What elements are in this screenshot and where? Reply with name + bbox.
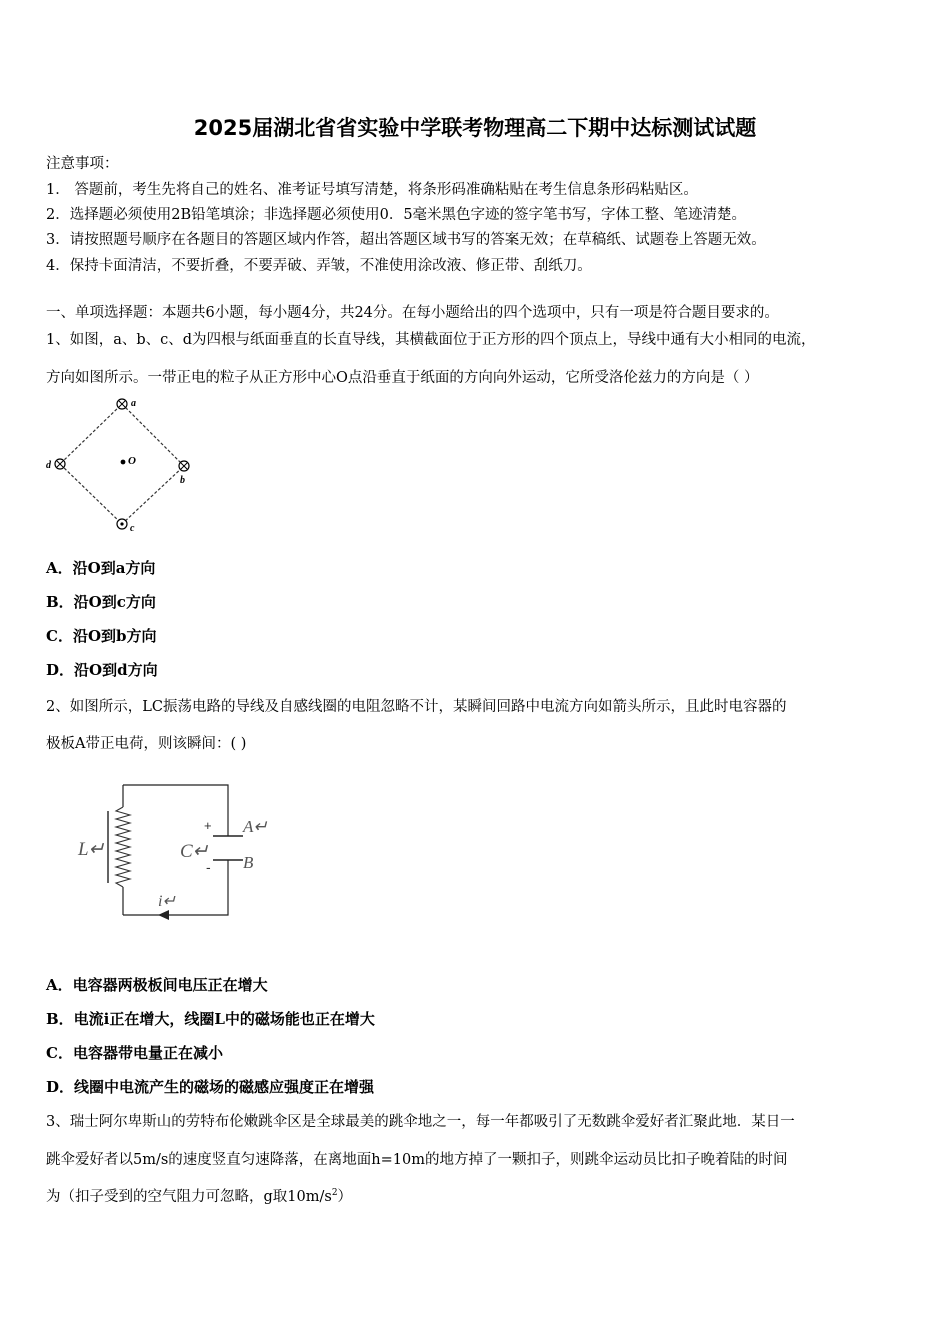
question-3-line: 跳伞爱好者以5m/s的速度竖直匀速降落，在离地面h=10m的地方掉了一颗扣子，则跳伞运动员比扣子晚着陆的时间 (46, 1152, 788, 1168)
label-c: C↵ (180, 841, 209, 862)
minus-sign: - (206, 859, 211, 875)
notice-item: 1． 答题前，考生先将自己的姓名、准考证号填写清楚，将条形码准确粘贴在考生信息条形码粘贴区。 (46, 182, 698, 198)
option-b[interactable]: B．沿O到c方向 (46, 593, 156, 611)
question-3-text: 为（扣子受到的空气阻力可忽略，g取10m/s (46, 1189, 332, 1205)
question-2-line: 2、如图所示，LC振荡电路的导线及自感线圈的电阻忽略不计，某瞬间回路中电流方向如箭头所示，且此时电容器的 (46, 699, 787, 715)
notice-item: 2．选择题必须使用2B铅笔填涂；非选择题必须使用0．5毫米黑色字迹的签字笔书写，字体工整、笔迹清楚。 (46, 207, 747, 223)
option-a[interactable]: A．电容器两极板间电压正在增大 (46, 976, 268, 994)
question-2-line: 极板A带正电荷，则该瞬间：( ) (46, 736, 247, 752)
lc-circuit-figure (70, 775, 280, 925)
center-point-icon (121, 460, 126, 465)
current-arrow-icon (158, 910, 169, 920)
label-c: c (130, 523, 135, 534)
inductor-coil-icon (116, 807, 130, 887)
label-b: b (180, 475, 185, 486)
notice-heading: 注意事项： (46, 156, 119, 172)
option-c[interactable]: C．沿O到b方向 (46, 627, 157, 645)
wire-d-icon (55, 459, 65, 469)
label-a: a (131, 398, 136, 409)
question-1-line: 方向如图所示。一带正电的粒子从正方形中心O点沿垂直于纸面的方向向外运动，它所受洛伦兹力的方向是（ ） (46, 370, 759, 386)
option-c[interactable]: C．电容器带电量正在减小 (46, 1044, 223, 1062)
plus-sign: + (204, 818, 212, 833)
label-i: i↵ (158, 893, 176, 910)
option-d[interactable]: D．沿O到d方向 (46, 661, 158, 679)
superscript: 2 (331, 1188, 338, 1199)
option-a[interactable]: A．沿O到a方向 (46, 559, 156, 577)
label-d: d (46, 460, 51, 471)
question-1-line: 1、如图，a、b、c、d为四根与纸面垂直的长直导线，其横截面位于正方形的四个顶点上，导线中通有大小相同的电流， (46, 332, 816, 348)
page-title: 2025届湖北省省实验中学联考物理高二下期中达标测试试题 (193, 116, 757, 140)
option-d[interactable]: D．线圈中电流产生的磁场的磁感应强度正在增强 (46, 1078, 375, 1096)
wire-a-icon (117, 399, 127, 409)
option-b[interactable]: B．电流i正在增大，线圈L中的磁场能也正在增大 (46, 1010, 375, 1028)
label-l: L↵ (78, 839, 105, 860)
notice-item: 3．请按照题号顺序在各题目的答题区域内作答，超出答题区域书写的答案无效；在草稿纸、试题卷上答题无效。 (46, 232, 766, 248)
label-a: A↵ (243, 817, 268, 836)
section-heading: 一、单项选择题：本题共6小题，每小题4分，共24分。在每小题给出的四个选项中，只有一项是符合题目要求的。 (46, 305, 779, 321)
closing-paren: ） (337, 1189, 353, 1205)
wire-c-icon (117, 519, 127, 529)
label-b: B (243, 853, 254, 872)
notice-item: 4．保持卡面清洁，不要折叠，不要弄破、弄皱，不准使用涂改液、修正带、刮纸刀。 (46, 258, 592, 274)
wire-b-icon (179, 461, 189, 471)
label-o: O (128, 455, 136, 467)
square-wires-figure (40, 392, 200, 537)
question-3-line (46, 1185, 352, 1206)
question-3-line: 3、瑞士阿尔卑斯山的劳特布伦嫩跳伞区是全球最美的跳伞地之一，每一年都吸引了无数跳伞爱好者汇聚此地．某日一 (46, 1114, 795, 1130)
